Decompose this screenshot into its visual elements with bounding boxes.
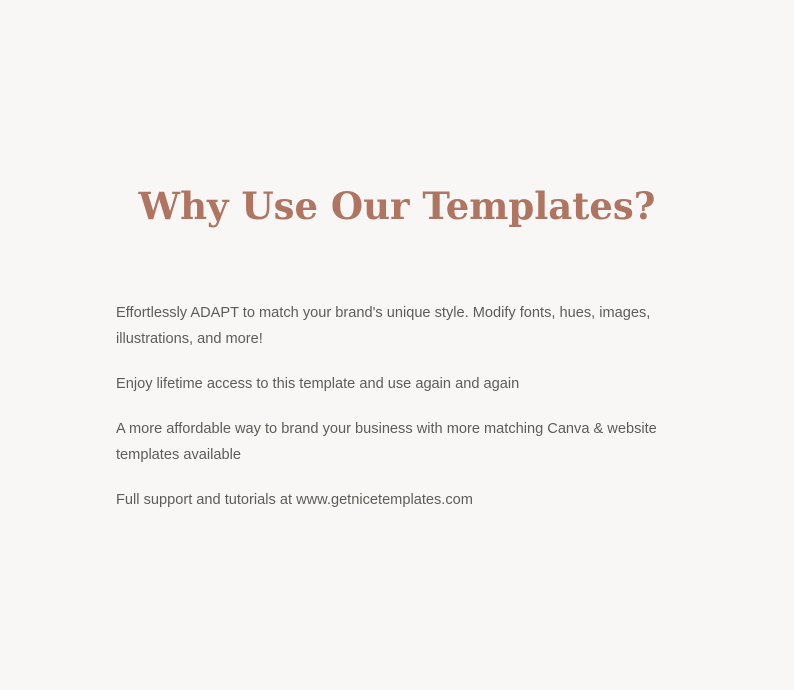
page-title: Why Use Our Templates?	[138, 184, 656, 228]
benefit-affordable: A more affordable way to brand your business with more matching Canva & website templates available	[116, 421, 657, 463]
benefit-support: Full support and tutorials at www.getnicetemplates.com	[116, 492, 473, 508]
benefits-list	[116, 300, 676, 532]
benefit-adapt: Effortlessly ADAPT to match your brand's unique style. Modify fonts, hues, images, illustrations, and more!	[116, 305, 651, 347]
benefit-lifetime-access: Enjoy lifetime access to this template and use again and again	[116, 376, 520, 392]
